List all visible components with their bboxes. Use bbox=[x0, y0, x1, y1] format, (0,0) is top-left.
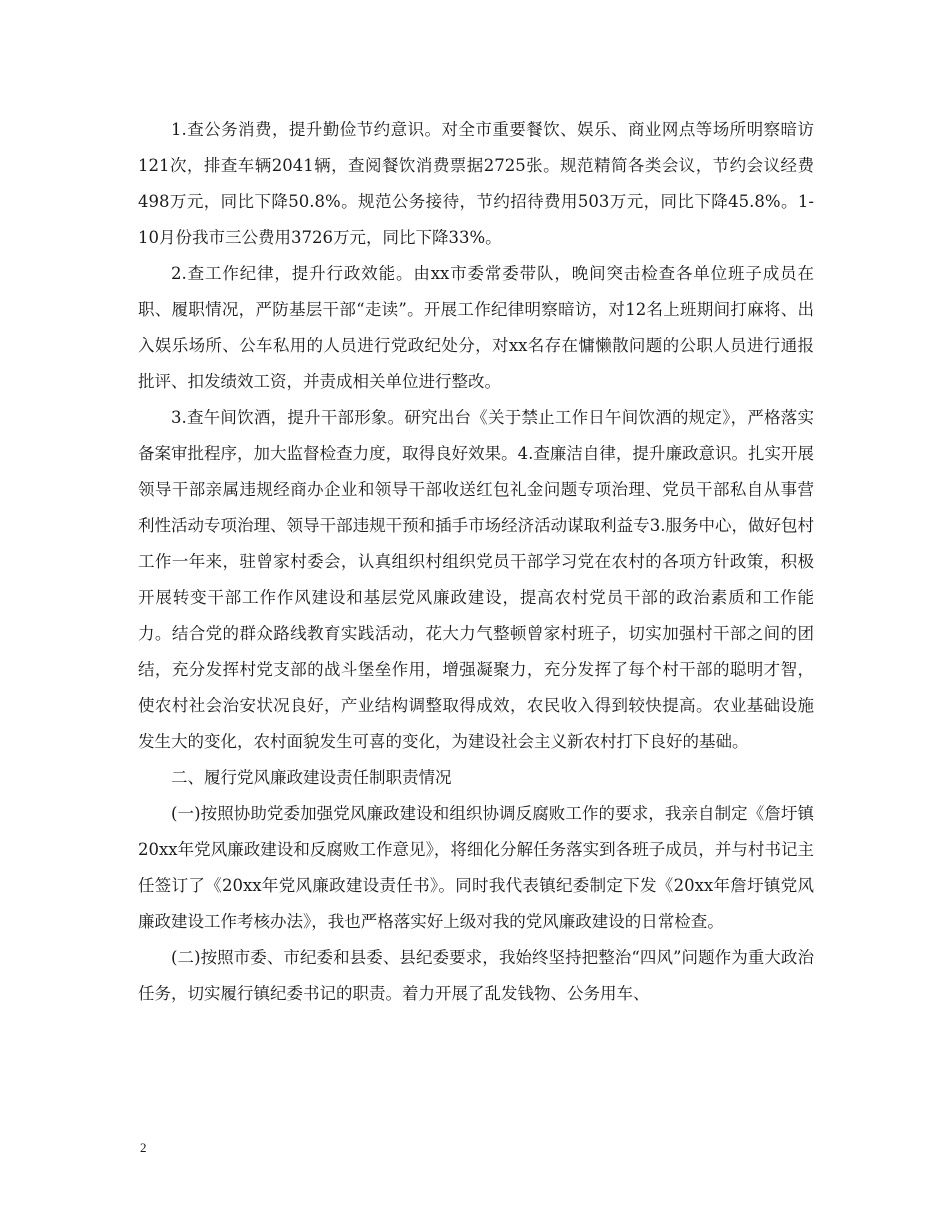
document-body bbox=[138, 112, 814, 1012]
paragraph: (二)按照市委、市纪委和县委、县纪委要求，我始终坚持把整治“四风”问题作为重大政治任务，切实履行镇纪委书记的职责。着力开展了乱发钱物、公务用车、 bbox=[138, 948, 814, 1003]
page-number: 2 bbox=[140, 1140, 147, 1155]
section-heading: 二、履行党风廉政建设责任制职责情况 bbox=[171, 768, 452, 787]
paragraph: 1.查公务消费，提升勤俭节约意识。对全市重要餐饮、娱乐、商业网点等场所明察暗访121次，排查车辆2041辆，查阅餐饮消费票据2725张。规范精简各类会议，节约会议经费498万元，同比下降50.8%。规范公务接待，节约招待费用503万元，同比下降45.8%。1-10月份我市三公费用3726万元，同比下降33%。 bbox=[138, 120, 814, 247]
paragraph: 2.查工作纪律，提升行政效能。由xx市委常委带队，晚间突击检查各单位班子成员在职、履职情况，严防基层干部“走读”。开展工作纪律明察暗访，对12名上班期间打麻将、出入娱乐场所、公车私用的人员进行党政纪处分，对xx名存在慵懒散问题的公职人员进行通报批评、扣发绩效工资，并责成相关单位进行整改。 bbox=[138, 264, 814, 391]
paragraph: 3.查午间饮酒，提升干部形象。研究出台《关于禁止工作日午间饮酒的规定》，严格落实备案审批程序，加大监督检查力度，取得良好效果。4.查廉洁自律，提升廉政意识。扎实开展领导干部亲属违规经商办企业和领导干部收送红包礼金问题专项治理、党员干部私自从事营利性活动专项治理、领导干部违规干预和插手市场经济活动谋取利益专3.服务中心，做好包村工作一年来，驻曾家村委会，认真组织村组织党员干部学习党在农村的各项方针政策，积极开展转变干部工作作风建设和基层党风廉政建设，提高农村党员干部的政治素质和工作能力。结合党的群众路线教育实践活动，花大力气整顿曾家村班子，切实加强村干部之间的团结，充分发挥村党支部的战斗堡垒作用，增强凝聚力，充分发挥了每个村干部的聪明才智，使农村社会治安状况良好，产业结构调整取得成效，农民收入得到较快提高。农业基础设施发生大的变化，农村面貌发生可喜的变化，为建设社会主义新农村打下良好的基础。 bbox=[138, 408, 814, 751]
paragraph: (一)按照协助党委加强党风廉政建设和组织协调反腐败工作的要求，我亲自制定《詹圩镇20xx年党风廉政建设和反腐败工作意见》，将细化分解任务落实到各班子成员，并与村书记主任签订了《20xx年党风廉政建设责任书》。同时我代表镇纪委制定下发《20xx年詹圩镇党风廉政建设工作考核办法》，我也严格落实好上级对我的党风廉政建设的日常检查。 bbox=[138, 804, 814, 931]
